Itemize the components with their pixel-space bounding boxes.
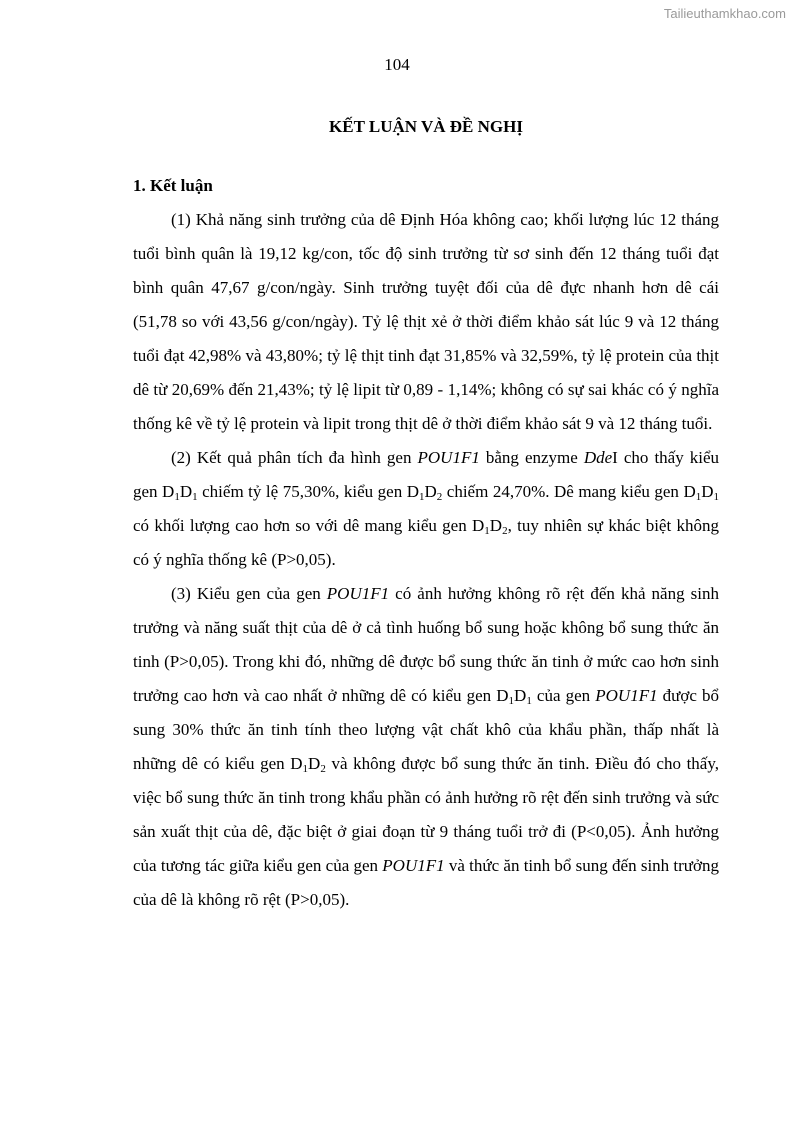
gene-name: POU1F1 xyxy=(382,856,445,875)
page-number: 104 xyxy=(384,55,410,74)
gene-name: POU1F1 xyxy=(417,448,480,467)
gene-name: POU1F1 xyxy=(595,686,658,705)
paragraph-2: (2) Kết quả phân tích đa hình gen POU1F1 bằng enzyme DdeI cho thấy kiểu gen $D_1D_1$ chiếm tỷ lệ 75,30%, kiểu gen $D_1D_2$ chiếm 24,70%. Dê mang kiểu gen $D_1D_1$ có khối lượng cao hơn so với dê mang kiểu gen $D_1D_2$, tuy nhiên sự khác biệt không có ý nghĩa thống kê (P>0,05). xyxy=(133,448,720,569)
paragraph-1: (1) Khả năng sinh trưởng của dê Định Hóa không cao; khối lượng lúc 12 tháng tuổi bình quân là 19,12 kg/con, tốc độ sinh trưởng từ sơ sinh đến 12 tháng tuổi đạt bình quân 47,67 g/con/ngày. Sinh trưởng tuyệt đối của dê đực nhanh hơn dê cái (51,78 so với 43,56 g/con/ngày). Tỷ lệ thịt xẻ ở thời điểm khảo sát lúc 9 và 12 tháng tuổi đạt 42,98% và 43,80%; tỷ lệ thịt tinh đạt 31,85% và 32,59%, tỷ lệ protein của thịt dê từ 20,69% đến 21,43%; tỷ lệ lipit từ 0,89 - 1,14%; không có sự sai khác có ý nghĩa thống kê về tỷ lệ protein và lipit trong thịt dê ở thời điểm khảo sát 9 và 12 tháng tuổi. xyxy=(133,210,719,433)
paragraph-3: (3) Kiểu gen của gen POU1F1 có ảnh hưởng không rõ rệt đến khả năng sinh trưởng và năng suất thịt của dê ở cả tình huống bổ sung hoặc không bổ sung thức ăn tinh (P>0,05). Trong khi đó, những dê được bổ sung thức ăn tinh ở mức cao hơn sinh trưởng cao hơn và cao nhất ở những dê có kiểu gen $D_1D_1$ của gen POU1F1 được bổ sung 30% thức ăn tinh tính theo lượng vật chất khô của khẩu phần, thấp nhất là những dê có kiểu gen $D_1D_2$ và không được bổ sung thức ăn tinh. Điều đó cho thấy, việc bổ sung thức ăn tinh trong khẩu phần có ảnh hưởng rõ rệt đến sinh trưởng và sức sản xuất thịt của dê, đặc biệt ở giai đoạn từ 9 tháng tuổi trở đi (P<0,05). Ảnh hưởng của tương tác giữa kiểu gen của gen POU1F1 và thức ăn tinh bổ sung đến sinh trưởng của dê là không rõ rệt (P>0,05). xyxy=(133,584,720,909)
gene-name: POU1F1 xyxy=(326,584,390,603)
watermark: Tailieuthamkhao.com xyxy=(663,6,786,21)
body-text xyxy=(133,203,719,917)
enzyme-name: Dde xyxy=(583,448,613,467)
section-heading: 1. Kết luận xyxy=(133,176,213,195)
page-title: KẾT LUẬN VÀ ĐỀ NGHỊ xyxy=(329,117,523,136)
